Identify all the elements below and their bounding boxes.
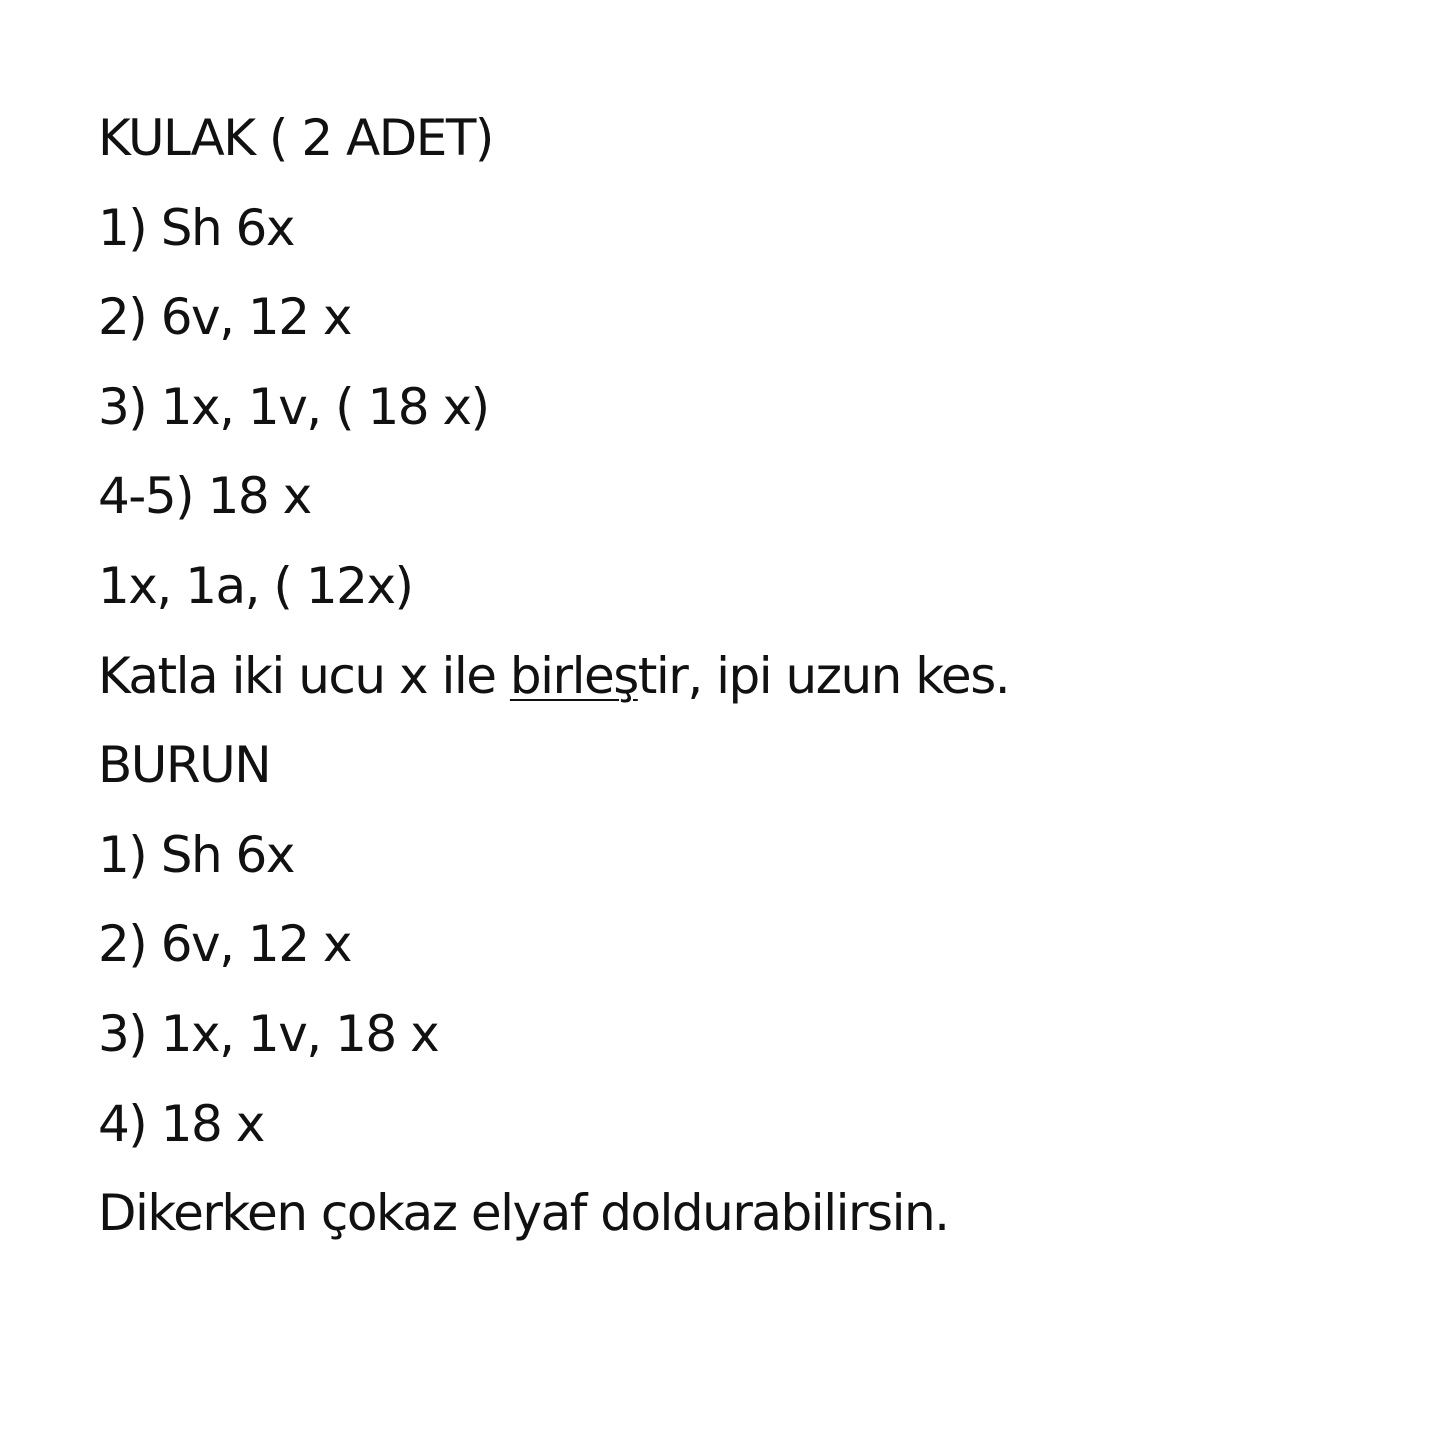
- ear-finish-underlined-word: birleş: [509, 646, 638, 705]
- nose-row-4: 4) 18 x: [98, 1094, 264, 1153]
- nose-row-2: 2) 6v, 12 x: [98, 915, 352, 974]
- ear-row-4-5: 4-5) 18 x: [98, 467, 311, 526]
- ear-finish-text-before: Katla iki ucu x ile: [98, 646, 510, 705]
- ear-row-1: 1) Sh 6x: [98, 198, 294, 257]
- ear-finish-text-after: tir, ipi uzun kes.: [637, 646, 1010, 705]
- ear-finish-instruction: [98, 646, 1398, 736]
- ear-row-2: 2) 6v, 12 x: [98, 288, 352, 347]
- document-body: [98, 108, 1398, 1273]
- nose-row-1: 1) Sh 6x: [98, 825, 294, 884]
- ear-row-decrease: 1x, 1a, ( 12x): [98, 556, 413, 615]
- ear-row-3: 3) 1x, 1v, ( 18 x): [98, 377, 489, 436]
- ear-section-title: KULAK ( 2 ADET): [98, 109, 493, 167]
- nose-finish-instruction: Dikerken çokaz elyaf doldurabilirsin.: [98, 1184, 949, 1243]
- nose-row-3: 3) 1x, 1v, 18 x: [98, 1004, 439, 1063]
- nose-section-title: BURUN: [98, 736, 271, 795]
